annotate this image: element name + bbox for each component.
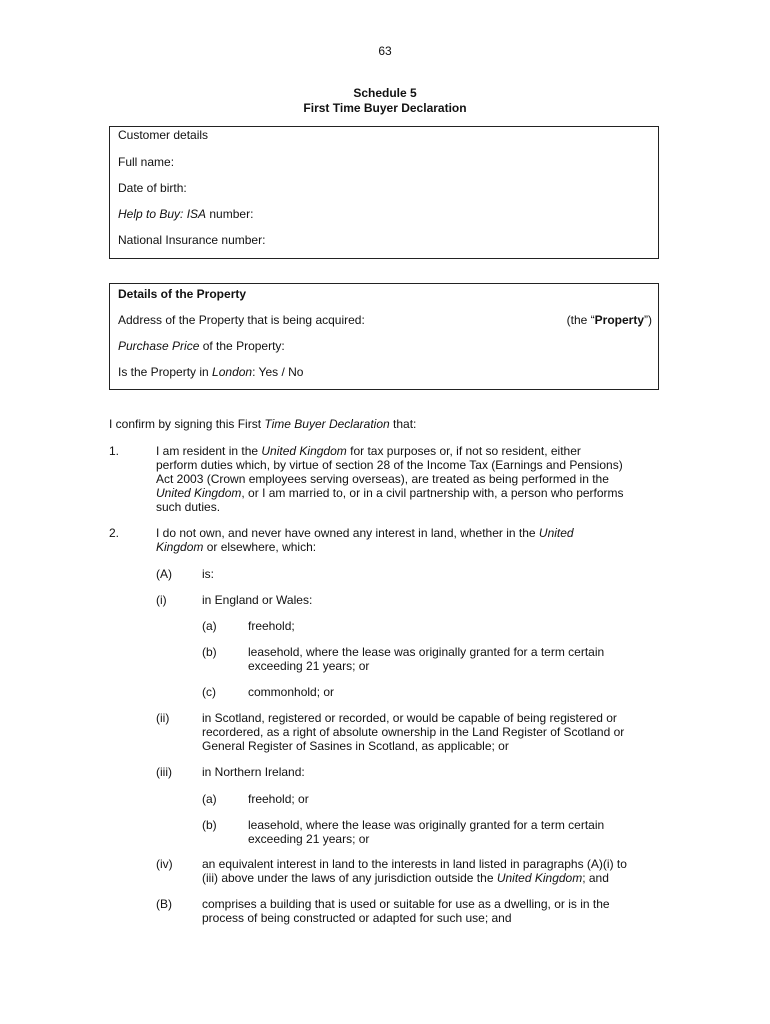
item-2-line-2	[156, 540, 316, 554]
item2-l2-post: or elsewhere, which:	[203, 540, 317, 554]
item2-l2-italic: Kingdom	[156, 540, 204, 554]
iv-l2-italic: United Kingdom	[496, 871, 583, 885]
item1-l1-post: for tax purposes or, if not so resident, either	[346, 444, 581, 458]
isa-italic: Help to Buy: ISA	[118, 207, 207, 221]
london-pre: Is the Property in	[118, 365, 213, 379]
page-number: 63	[378, 44, 392, 58]
property-def-open: (the “	[566, 313, 595, 327]
confirmation-intro	[109, 417, 416, 431]
sub-B-line-2: process of being constructed or adapted for such use; and	[202, 911, 512, 925]
purchase-price-field	[118, 339, 285, 353]
item-2-number: 2.	[109, 526, 120, 540]
item-1-line-3: Act 2003 (Crown employees serving overseas), are treated as being performed in the	[156, 472, 609, 486]
customer-details-heading: Customer details	[118, 128, 209, 142]
sub-i-a-text: freehold;	[248, 619, 295, 633]
intro-post: that:	[389, 417, 417, 431]
ni-number-field: National Insurance number:	[118, 233, 266, 247]
schedule-heading: Schedule 5	[353, 86, 417, 100]
property-def-close: ”)	[644, 313, 652, 327]
customer-details-box	[109, 126, 659, 259]
date-of-birth-field: Date of birth:	[118, 181, 187, 195]
sub-i-a-label: (a)	[202, 619, 217, 633]
sub-iii-b-label: (b)	[202, 818, 217, 832]
london-post: : Yes / No	[252, 365, 304, 379]
purchase-price-rest: of the Property:	[199, 339, 285, 353]
sub-iv-label: (iv)	[156, 857, 173, 871]
property-address-field: Address of the Property that is being acquired:	[118, 313, 365, 327]
property-def-bold: Property	[594, 313, 644, 327]
sub-iii-text: in Northern Ireland:	[202, 765, 305, 779]
sub-i-b-line-2: exceeding 21 years; or	[248, 659, 370, 673]
iv-l2-post: ; and	[582, 871, 609, 885]
sub-ii-label: (ii)	[156, 711, 170, 725]
sub-ii-line-3: General Register of Sasines in Scotland, as applicable; or	[202, 739, 509, 753]
property-details-box	[109, 283, 659, 390]
item-1-line-1	[156, 444, 581, 458]
purchase-price-italic: Purchase Price	[118, 339, 200, 353]
item-1-line-4	[156, 486, 624, 500]
property-definition	[567, 313, 652, 327]
sub-ii-line-1: in Scotland, registered or recorded, or would be capable of being registered or	[202, 711, 617, 725]
item1-l4-italic: United Kingdom	[156, 486, 242, 500]
sub-B-line-1: comprises a building that is used or suitable for use as a dwelling, or is in the	[202, 897, 610, 911]
sub-i-text: in England or Wales:	[202, 593, 313, 607]
isa-number-field	[118, 207, 253, 221]
london-italic: London	[212, 365, 253, 379]
item-1-line-5: such duties.	[156, 500, 221, 514]
sub-ii-line-2: recordered, as a right of absolute ownership in the Land Register of Scotland or	[202, 725, 625, 739]
sub-i-label: (i)	[156, 593, 167, 607]
sub-A-label: (A)	[156, 567, 172, 581]
item-1-line-2: perform duties which, by virtue of section 28 of the Income Tax (Earnings and Pensions)	[156, 458, 623, 472]
sub-i-c-text: commonhold; or	[248, 685, 335, 699]
sub-iii-b-line-2: exceeding 21 years; or	[248, 832, 370, 846]
item2-l1-pre: I do not own, and never have owned any interest in land, whether in the	[156, 526, 539, 540]
sub-i-b-line-1: leasehold, where the lease was originally granted for a term certain	[248, 645, 605, 659]
iv-l2-pre: (iii) above under the laws of any jurisdiction outside the	[202, 871, 497, 885]
sub-iii-a-text: freehold; or	[248, 792, 309, 806]
sub-iii-label: (iii)	[156, 765, 172, 779]
isa-rest: number:	[206, 207, 254, 221]
sub-i-c-label: (c)	[202, 685, 216, 699]
declaration-title: First Time Buyer Declaration	[303, 101, 467, 115]
full-name-field: Full name:	[118, 155, 175, 169]
sub-iv-line-1: an equivalent interest in land to the interests in land listed in paragraphs (A)(i) to	[202, 857, 627, 871]
property-details-heading: Details of the Property	[118, 287, 247, 301]
sub-iii-b-line-1: leasehold, where the lease was originally granted for a term certain	[248, 818, 605, 832]
sub-A-text: is:	[202, 567, 214, 581]
sub-iv-line-2	[202, 871, 609, 885]
sub-iii-a-label: (a)	[202, 792, 217, 806]
london-question	[118, 365, 303, 379]
item-1-number: 1.	[109, 444, 120, 458]
intro-italic: Time Buyer Declaration	[264, 417, 390, 431]
sub-i-b-label: (b)	[202, 645, 217, 659]
sub-B-label: (B)	[156, 897, 172, 911]
item1-l1-pre: I am resident in the	[156, 444, 262, 458]
intro-pre: I confirm by signing this First	[109, 417, 265, 431]
item-2-line-1	[156, 526, 574, 540]
item2-l1-italic: United	[538, 526, 574, 540]
item1-l1-italic: United Kingdom	[261, 444, 347, 458]
item1-l4-post: , or I am married to, or in a civil partnership with, a person who performs	[241, 486, 624, 500]
